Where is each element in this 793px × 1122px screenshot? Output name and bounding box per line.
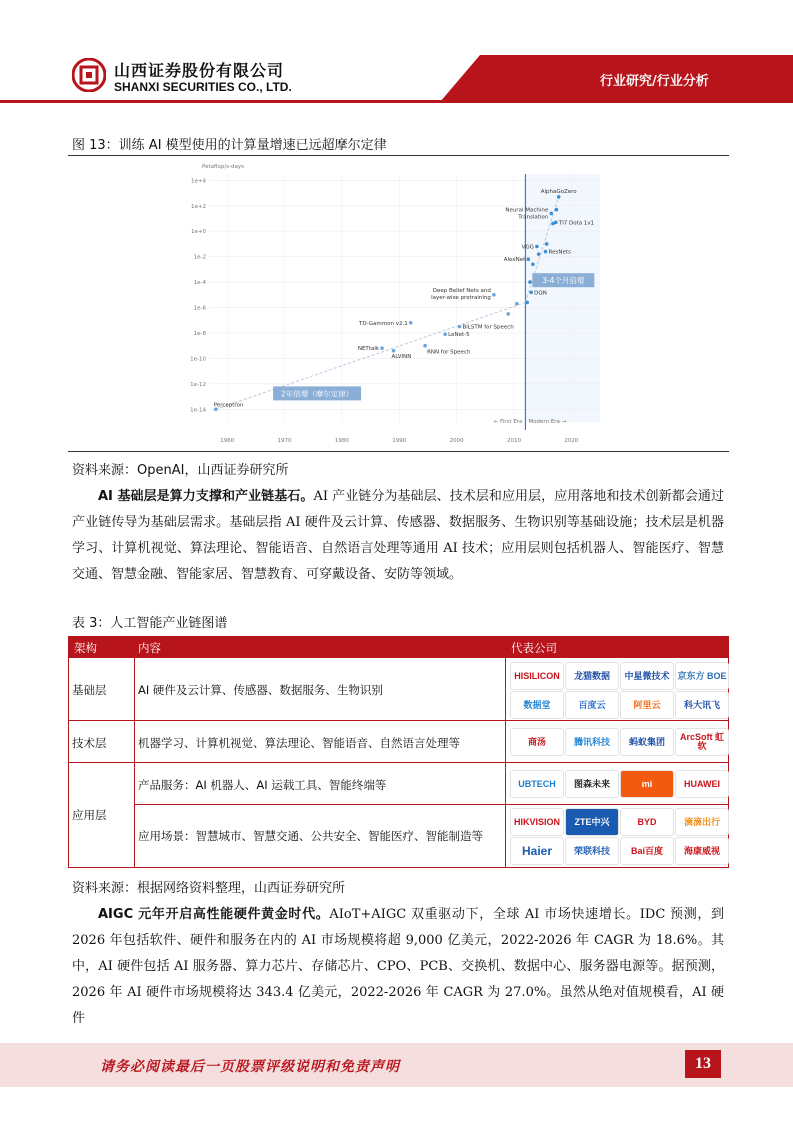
company-name-cn: 山西证券股份有限公司 [114, 61, 285, 80]
x-tick-label: 2000 [449, 438, 464, 444]
data-point [506, 312, 510, 316]
table-header-row [68, 636, 729, 658]
annotation-text: 2年倍增（摩尔定律） [280, 389, 354, 399]
page-number: 13 [685, 1050, 721, 1078]
col-divider [728, 658, 729, 868]
col-divider [134, 658, 135, 868]
company-logo: 图森未来 [565, 770, 619, 798]
y-tick-label: 1e-4 [193, 280, 206, 287]
data-point [531, 262, 535, 266]
figure-title: 图 13：训练 AI 模型使用的计算量增速已远超摩尔定律 [72, 138, 387, 153]
layer-label: 技术层 [72, 736, 107, 750]
x-tick-label: 2010 [506, 438, 521, 444]
data-point [527, 257, 531, 261]
company-logo: 科大讯飞 [675, 691, 729, 719]
paragraph-ai-base-layer [72, 484, 724, 588]
company-logo: 中星微技术 [620, 662, 674, 690]
point-label: TI7 Dota 1v1 [558, 220, 595, 227]
point-label: RNN for Speech [427, 349, 471, 356]
data-point [392, 349, 396, 353]
table-title: 表 3：人工智能产业链图谱 [72, 616, 228, 631]
col-divider [68, 658, 69, 868]
data-point [544, 250, 548, 254]
paragraph-body: AI 产业链分为基础层、技术层和应用层，应用落地和技术创新都会通过产业链传导为基础层需求。基础层指 AI 硬件及云计算、传感器、数据服务、生物识别等基础设施；技术层是机器学习、计算机视觉、算法理论、智能语音、自然语言处理等通用 AI 技术；应用层则包括机器人、智能医疗、智慧交通、智慧金融、智能家居、智慧教育、可穿戴设备、安防等领域。 [72, 489, 724, 582]
x-tick-label: 1960 [220, 438, 235, 444]
y-tick-label: 1e+0 [191, 229, 206, 236]
company-logo: ZTE中兴 [565, 808, 619, 836]
point-label: NETtalk [357, 346, 380, 353]
point-label: DQN [534, 290, 547, 297]
paragraph-body: AIoT+AIGC 双重驱动下，全球 AI 市场快速增长。IDC 预测，到 2026 年包括软件、硬件和服务在内的 AI 市场规模将超 9,000 亿美元，2022-2026 年 CAGR 为 18.6%。其中，AI 硬件包括 AI 服务器、算力芯片、存储芯片、CPO、PCB、交换机、数据中心、服务器电源等。据预测，2026 年 AI 硬件市场规模将达 343.4 亿美元，2022-2026 年 CAGR 为 27.0%。虽然从绝对值规模看，AI 硬件 [72, 907, 725, 1026]
footer-disclaimer: 请务必阅读最后一页股票评级说明和免责声明 [100, 1059, 400, 1075]
point-label: BiLSTM for Speech [462, 324, 514, 331]
table-source: 资料来源：根据网络资料整理，山西证券研究所 [72, 881, 346, 896]
figure-source: 资料来源：OpenAI，山西证券研究所 [72, 463, 289, 478]
company-logo-icon [72, 58, 106, 92]
y-axis-label: Petaflop/s-days [202, 164, 245, 170]
data-point [528, 280, 532, 284]
report-section-label: 行业研究/行业分析 [600, 74, 709, 89]
annotation-modern [532, 273, 594, 287]
point-label: Deep Belief Nets and [432, 287, 491, 294]
point-label: AlphaGoZero [540, 188, 577, 195]
y-tick-label: 1e-8 [193, 330, 206, 337]
company-logo: 滴滴出行 [675, 808, 729, 836]
x-tick-label: 1990 [392, 438, 407, 444]
row-divider [68, 720, 729, 721]
figure-bottom-rule [68, 451, 729, 452]
y-tick-label: 1e-14 [190, 407, 206, 414]
layer-content: 机器学习、计算机视觉、算法理论、智能语音、自然语言处理等 [138, 736, 460, 750]
paragraph-aigc-hardware [72, 902, 724, 1032]
company-logo: 百度云 [565, 691, 619, 719]
data-point [409, 321, 413, 325]
company-logo: 数据堂 [510, 691, 564, 719]
layer-content: 应用场景：智慧城市、智慧交通、公共安全、智能医疗、智能制造等 [138, 829, 483, 843]
y-tick-label: 1e+2 [191, 203, 206, 210]
y-tick-label: 1e-6 [193, 305, 206, 312]
y-tick-label: 1e+4 [191, 178, 206, 185]
row-divider [68, 762, 729, 763]
y-tick-label: 1e-2 [193, 254, 206, 261]
data-point [537, 252, 541, 256]
point-label: VGG [521, 244, 534, 251]
company-logo: 京东方 BOE [675, 662, 729, 690]
x-tick-label: 1980 [334, 438, 349, 444]
compute-growth-chart [180, 160, 620, 448]
point-label: ResNets [548, 249, 571, 256]
header-divider [0, 100, 793, 103]
era-label: ← First Era [493, 419, 523, 425]
company-logo: 蚂蚁集团 [620, 728, 674, 756]
annotation-moore [273, 386, 361, 400]
data-point [555, 208, 559, 212]
data-point [557, 195, 561, 199]
point-label: AlexNet [503, 257, 526, 264]
company-logo: BYD [620, 808, 674, 836]
company-logo: HUAWEI [675, 770, 729, 798]
annotation-text: 3-4个月倍增 [542, 276, 585, 286]
data-point [549, 212, 553, 216]
y-tick-label: 1e-10 [190, 356, 206, 363]
figure-top-rule [68, 155, 729, 156]
data-point [458, 325, 462, 329]
y-tick-label: 1e-12 [190, 381, 206, 388]
data-point [380, 346, 384, 350]
company-logo: Haier [510, 837, 564, 865]
data-point [554, 221, 558, 225]
x-tick-label: 1970 [277, 438, 292, 444]
paragraph-lead: AI 基础层是算力支撑和产业链基石。 [98, 489, 314, 504]
moore-trend-line [213, 302, 526, 409]
paragraph-lead: AIGC 元年开启高性能硬件黄金时代。 [98, 907, 330, 922]
layer-label: 应用层 [72, 808, 107, 822]
row-divider [134, 804, 729, 805]
data-point [443, 332, 447, 336]
header-cell: 代表公司 [511, 641, 557, 655]
point-label: TD-Gammon v2.1 [359, 320, 408, 327]
company-logo: HIKVISION [510, 808, 564, 836]
company-logo: UBTECH [510, 770, 564, 798]
company-logo: Bai百度 [620, 837, 674, 865]
layer-content: AI 硬件及云计算、传感器、数据服务、生物识别 [138, 683, 383, 697]
company-logo: 商汤 [510, 728, 564, 756]
era-label: Modern Era → [528, 419, 567, 425]
layer-label: 基础层 [72, 683, 107, 697]
header-cell: 内容 [138, 641, 161, 655]
row-divider [68, 867, 729, 868]
point-label: ALVINN [391, 353, 412, 360]
company-logo: 海康威视 [675, 837, 729, 865]
point-label: Translation [518, 214, 549, 221]
data-point [535, 245, 539, 249]
company-logo: 龙猫数据 [565, 662, 619, 690]
col-divider [505, 658, 506, 868]
company-logo: ArcSoft 虹软 [675, 728, 729, 756]
company-logo: mi [620, 770, 674, 798]
data-point [545, 242, 549, 246]
data-point [529, 290, 533, 294]
data-point [525, 301, 529, 305]
data-point [492, 293, 496, 297]
point-label: Perceptron [213, 402, 244, 409]
company-logo: 阿里云 [620, 691, 674, 719]
company-logo: 荣联科技 [565, 837, 619, 865]
data-point [423, 344, 427, 348]
industry-chain-table [68, 636, 729, 868]
company-name-en: SHANXI SECURITIES CO., LTD. [114, 80, 292, 94]
header-cell: 架构 [74, 641, 97, 655]
company-logo: 腾讯科技 [565, 728, 619, 756]
x-tick-label: 2020 [564, 438, 579, 444]
company-logo: HISILICON [510, 662, 564, 690]
point-label: layer-wise pretraining [431, 294, 491, 301]
point-label: LeNet-5 [448, 332, 470, 339]
layer-content: 产品服务：AI 机器人、AI 运载工具、智能终端等 [138, 778, 387, 792]
point-label: Neural Machine [505, 207, 549, 214]
data-point [515, 302, 519, 306]
